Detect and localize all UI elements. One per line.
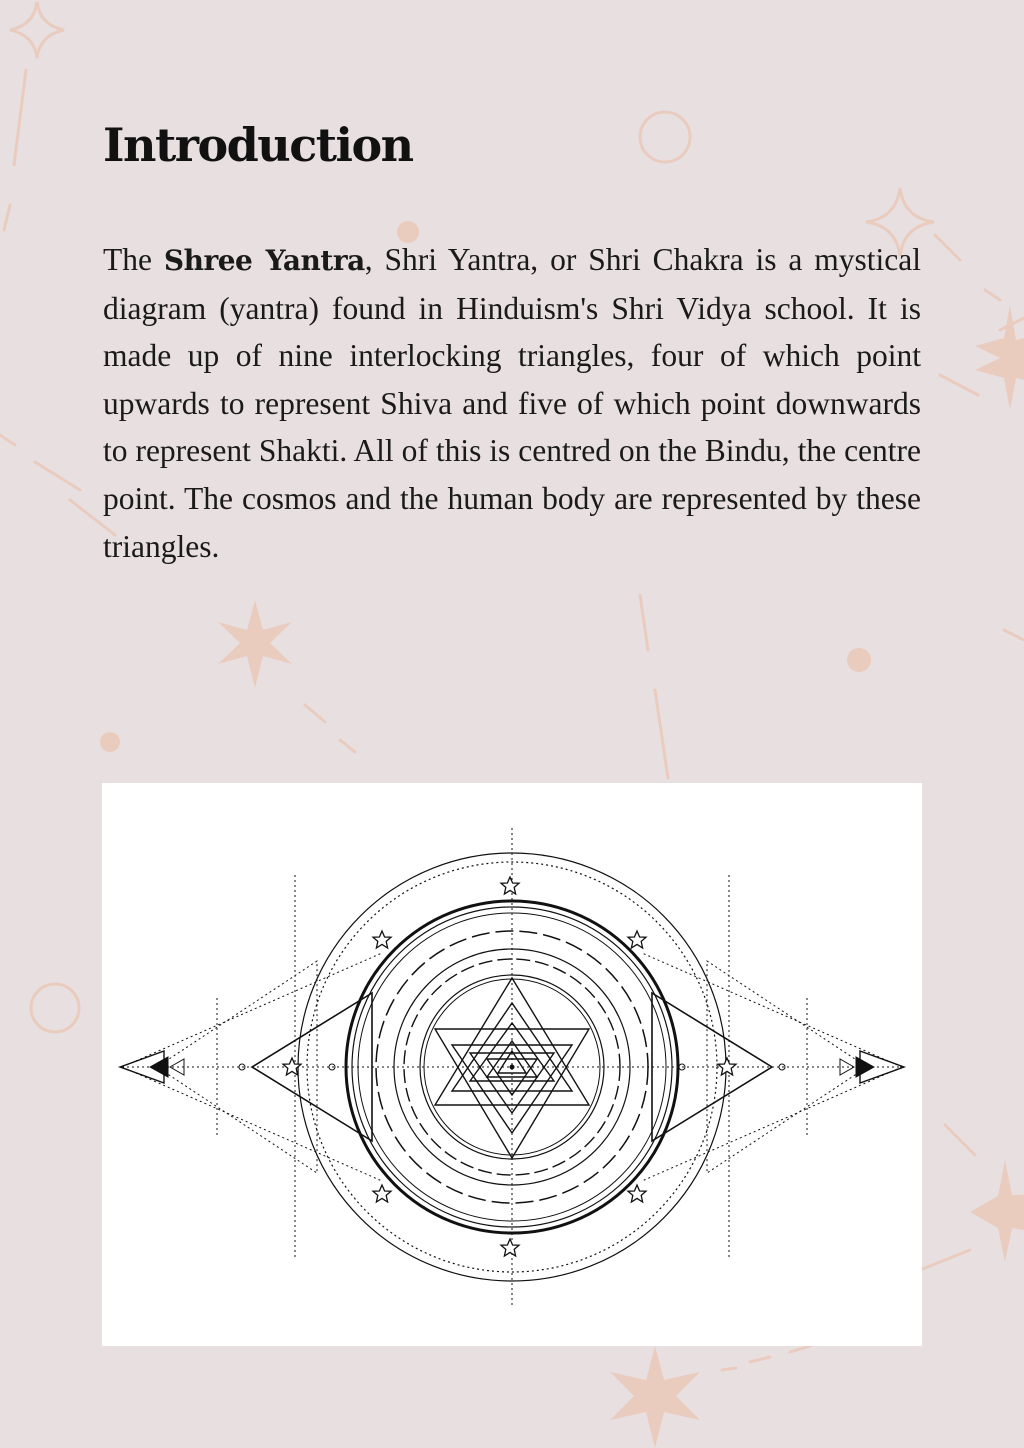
circle-outline (31, 984, 79, 1032)
intro-body: , Shri Yantra, or Shri Chakra is a mystical diagram (yantra) found in Hinduism's Shri Vidya school. It is made up of nine interlocking triangles, four of which point upwards to represent Shiva and five of which point downwards to represent Shakti. All of this is centred on the Bindu, the centre point. The cosmos and the human body are represented by these triangles. (103, 242, 921, 564)
intro-paragraph (103, 236, 921, 570)
sri-yantra-illustration (102, 783, 922, 1346)
intro-lead: The (103, 242, 164, 277)
page-title: Introduction (103, 118, 413, 172)
star-icon (610, 1346, 700, 1448)
sparkle-icon (10, 2, 64, 58)
circle-outline (640, 112, 690, 162)
dot (100, 732, 120, 752)
star-icon (970, 1160, 1024, 1262)
star-icon (218, 600, 292, 688)
shree-yantra-term: Shree Yantra (163, 244, 365, 277)
dot (847, 648, 871, 672)
